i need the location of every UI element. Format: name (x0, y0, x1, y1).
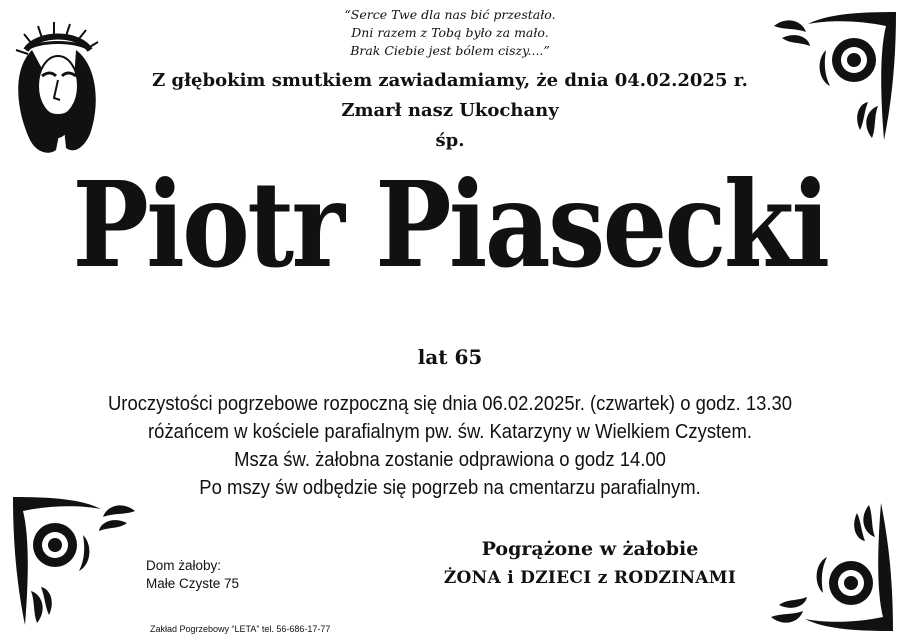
corner-ornament-bottom-right-icon (765, 495, 900, 633)
deceased-age: lat 65 (417, 345, 483, 369)
details-line: Po mszy św odbędzie się pogrzeb na cmentarzu parafialnym. (199, 476, 701, 499)
mourners-heading: Pogrążone w żałobie (481, 538, 699, 560)
memorial-quote (250, 6, 650, 60)
corner-ornament-bottom-left-icon (6, 495, 141, 633)
details-line: Uroczystości pogrzebowe rozpoczną się dnia 06.02.2025r. (czwartek) o godz. 13.30 (107, 392, 793, 415)
mourners-names: ŻONA i DZIECI z RODZINAMI (443, 568, 737, 588)
quote-line: Dni razem z Tobą było za mało. (351, 25, 549, 40)
funeral-home-label: Dom żałoby: (146, 558, 222, 573)
funeral-home-address: Małe Czyste 75 (146, 576, 240, 591)
undertaker-footer: Zakład Pogrzebowy “LETA” tel. 56-686-17-77 (150, 624, 331, 634)
died-line: Zmarł nasz Ukochany (341, 100, 559, 121)
details-line: różańcem w kościele parafialnym pw. św. Katarzyny w Wielkiem Czystem. (148, 420, 752, 443)
announcement-line: Z głębokim smutkiem zawiadamiamy, że dnia 04.02.2025 r. (152, 70, 748, 91)
funeral-details (0, 390, 900, 502)
deceased-name: Piotr Piasecki (72, 155, 828, 294)
funeral-home-info (146, 557, 239, 593)
details-line: Msza św. żałobna zostanie odprawiona o godz 14.00 (234, 448, 666, 471)
honorific: śp. (435, 130, 465, 151)
quote-line: “Serce Twe dla nas bić przestało. (344, 7, 556, 22)
quote-line: Brak Ciebie jest bólem ciszy....” (350, 43, 550, 58)
